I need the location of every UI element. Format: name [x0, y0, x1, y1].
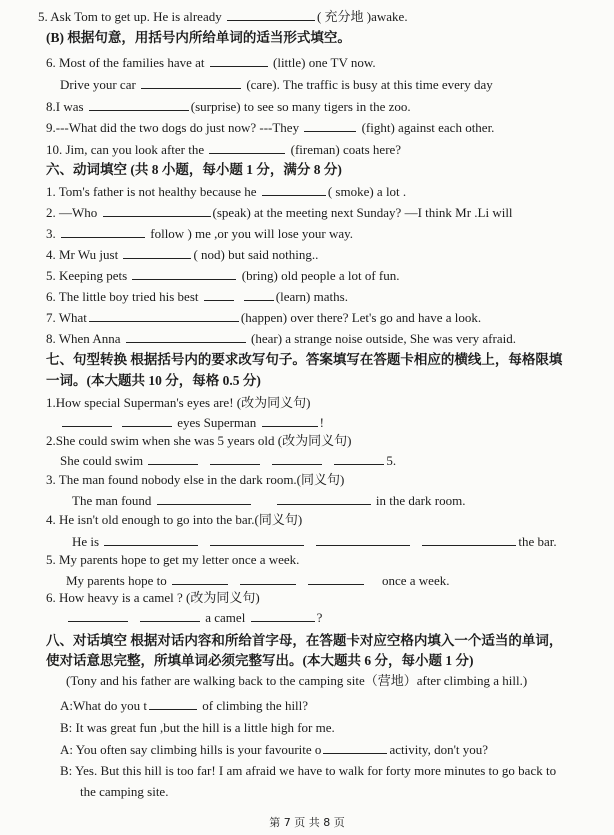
- line-text: a camel: [202, 610, 249, 625]
- answer-blank[interactable]: [68, 609, 128, 622]
- question-line-l33: [66, 673, 527, 689]
- line-text: 5. Ask Tom to get up. He is already: [38, 9, 225, 24]
- question-line-l6: [46, 119, 494, 136]
- question-line-l19: [46, 395, 310, 411]
- line-text: 4. Mr Wu just: [46, 247, 122, 262]
- line-text: 10. Jim, can you look after the: [46, 142, 208, 157]
- answer-blank[interactable]: [262, 183, 326, 196]
- question-line-l23: [46, 472, 344, 488]
- answer-blank[interactable]: [422, 533, 516, 546]
- line-text: 8.I was: [46, 99, 87, 114]
- answer-blank[interactable]: [148, 452, 198, 465]
- question-line-l13: [46, 267, 400, 284]
- line-text: (hear) a strange noise outside, She was very afraid.: [247, 331, 516, 346]
- answer-blank[interactable]: [204, 288, 234, 301]
- line-text: (bring) old people a lot of fun.: [238, 268, 400, 283]
- line-text: 使对话意思完整，所填单词必须完整写出。(本大题共 6 分，每小题 1 分): [46, 653, 474, 668]
- question-line-l1: [38, 8, 408, 25]
- answer-blank[interactable]: [103, 204, 211, 217]
- line-text: the bar.: [518, 534, 557, 549]
- question-line-l36: [60, 741, 488, 758]
- page-footer: 第 7 页 共 8 页: [269, 816, 345, 829]
- question-line-l3: [46, 54, 376, 71]
- line-text: 9.---What did the two dogs do just now? ---They: [46, 120, 303, 135]
- line-text: !: [319, 415, 324, 430]
- line-text: Drive your car: [60, 77, 140, 92]
- line-text: (surprise) to see so many tigers in the zoo.: [190, 99, 411, 114]
- answer-blank[interactable]: [61, 225, 145, 238]
- answer-blank[interactable]: [140, 609, 200, 622]
- question-line-l4: [60, 76, 493, 93]
- line-text: 5.: [386, 453, 397, 468]
- line-text: (learn) maths.: [275, 289, 348, 304]
- line-text: the camping site.: [80, 784, 169, 799]
- line-text: A:What do you t: [60, 698, 148, 713]
- line-text: (speak) at the meeting next Sunday? —I think Mr .Li will: [212, 205, 513, 220]
- answer-blank[interactable]: [209, 141, 285, 154]
- line-text: 3. The man found nobody else in the dark room.(同义句): [46, 472, 345, 487]
- question-line-l5: [46, 98, 411, 115]
- question-line-l10: [46, 204, 513, 221]
- answer-blank[interactable]: [244, 288, 274, 301]
- line-text: (care). The traffic is busy at this time every day: [243, 77, 493, 92]
- answer-blank[interactable]: [240, 572, 296, 585]
- answer-blank[interactable]: [126, 330, 246, 343]
- section-heading-l2: [46, 30, 351, 46]
- answer-blank[interactable]: [277, 492, 371, 505]
- answer-blank[interactable]: [89, 309, 239, 322]
- line-text: 2.She could swim when she was 5 years old (改为同义句): [46, 433, 352, 448]
- line-text: 2. —Who: [46, 205, 101, 220]
- question-line-l30: [66, 609, 322, 626]
- section-heading-l31: [46, 633, 562, 649]
- line-text: A: You often say climbing hills is your favourite o: [60, 742, 322, 757]
- answer-blank[interactable]: [104, 533, 198, 546]
- answer-blank[interactable]: [132, 267, 236, 280]
- line-text: My parents hope to: [66, 573, 170, 588]
- line-text: 6. The little boy tried his best: [46, 289, 202, 304]
- question-line-l14: [46, 288, 348, 305]
- answer-blank[interactable]: [323, 741, 387, 754]
- line-text: 4. He isn't old enough to go into the bar.(同义句): [46, 512, 303, 527]
- question-line-l25: [46, 512, 302, 528]
- line-text: 七、句型转换 根据括号内的要求改写句子。答案填写在答题卡相应的横线上，每格限填: [46, 352, 563, 367]
- question-line-l28: [66, 572, 449, 589]
- question-line-l29: [46, 590, 260, 606]
- question-line-l35: [60, 720, 335, 736]
- question-line-l38: [80, 784, 168, 800]
- answer-blank[interactable]: [334, 452, 384, 465]
- question-line-l11: [46, 225, 353, 242]
- line-text: (happen) over there? Let's go and have a look.: [240, 310, 482, 325]
- line-text: 7. What: [46, 310, 87, 325]
- answer-blank[interactable]: [122, 414, 172, 427]
- line-text: 6. Most of the families have at: [46, 55, 208, 70]
- question-line-l9: [46, 183, 406, 200]
- line-text: 1.How special Superman's eyes are! (改为同义句): [46, 395, 311, 410]
- line-text: 8. When Anna: [46, 331, 124, 346]
- answer-blank[interactable]: [251, 609, 315, 622]
- answer-blank[interactable]: [141, 76, 241, 89]
- answer-blank[interactable]: [210, 452, 260, 465]
- line-text: (B) 根据句意，用括号内所给单词的适当形式填空。: [46, 30, 351, 45]
- question-line-l22: [60, 452, 396, 469]
- question-line-l34: [60, 697, 308, 714]
- line-text: ( smoke) a lot .: [327, 184, 407, 199]
- line-text: 八、对话填空 根据对话内容和所给首字母，在答题卡对应空格内填入一个适当的单词，: [46, 633, 563, 648]
- line-text: (fireman) coats here?: [287, 142, 402, 157]
- answer-blank[interactable]: [172, 572, 228, 585]
- answer-blank[interactable]: [316, 533, 410, 546]
- line-text: (Tony and his father are walking back to the camping site（营地）after climbing a hill.): [66, 673, 528, 688]
- question-line-l7: [46, 141, 401, 158]
- line-text: in the dark room.: [372, 493, 466, 508]
- section-heading-l18: [46, 373, 261, 389]
- line-text: The man found: [72, 493, 155, 508]
- answer-blank[interactable]: [272, 452, 322, 465]
- answer-blank[interactable]: [304, 119, 356, 132]
- section-heading-l17: [46, 352, 562, 368]
- line-text: 六、动词填空 (共 8 小题，每小题 1 分，满分 8 分): [46, 162, 342, 177]
- answer-blank[interactable]: [123, 246, 191, 259]
- answer-blank[interactable]: [308, 572, 364, 585]
- answer-blank[interactable]: [149, 697, 197, 710]
- answer-blank[interactable]: [210, 533, 304, 546]
- answer-blank[interactable]: [262, 414, 318, 427]
- question-line-l21: [46, 433, 351, 449]
- line-text: He is: [72, 534, 103, 549]
- line-text: ?: [316, 610, 323, 625]
- line-text: activity, don't you?: [389, 742, 489, 757]
- line-text: ( 充分地 )awake.: [316, 9, 408, 24]
- line-text: (fight) against each other.: [358, 120, 495, 135]
- answer-blank[interactable]: [210, 54, 268, 67]
- line-text: follow ) me ,or you will lose your way.: [147, 226, 354, 241]
- question-line-l37: [60, 763, 556, 779]
- line-text: 1. Tom's father is not healthy because he: [46, 184, 260, 199]
- question-line-l27: [46, 552, 299, 568]
- question-line-l26: [72, 533, 557, 550]
- line-text: eyes Superman: [174, 415, 260, 430]
- section-heading-l8: [46, 162, 342, 178]
- answer-blank[interactable]: [157, 492, 251, 505]
- line-text: (little) one TV now.: [269, 55, 376, 70]
- line-text: B: It was great fun ,but the hill is a little high for me.: [60, 720, 335, 735]
- line-text: ( nod) but said nothing..: [193, 247, 319, 262]
- line-text: 一词。(本大题共 10 分，每格 0.5 分): [46, 373, 261, 388]
- question-line-l24: [72, 492, 465, 509]
- line-text: 5. My parents hope to get my letter once a week.: [46, 552, 300, 567]
- line-text: B: Yes. But this hill is too far! I am afraid we have to walk for forty more minutes to go back to: [60, 763, 557, 778]
- answer-blank[interactable]: [227, 8, 315, 21]
- line-text: She could swim: [60, 453, 147, 468]
- answer-blank[interactable]: [89, 98, 189, 111]
- line-text: once a week.: [381, 573, 450, 588]
- line-text: of climbing the hill?: [199, 698, 309, 713]
- section-heading-l32: [46, 653, 474, 669]
- line-text: 5. Keeping pets: [46, 268, 131, 283]
- line-text: 6. How heavy is a camel ? (改为同义句): [46, 590, 260, 605]
- question-line-l15: [46, 309, 481, 326]
- line-text: 3.: [46, 226, 59, 241]
- question-line-l20: [60, 414, 324, 431]
- question-line-l12: [46, 246, 318, 263]
- question-line-l16: [46, 330, 516, 347]
- answer-blank[interactable]: [62, 414, 112, 427]
